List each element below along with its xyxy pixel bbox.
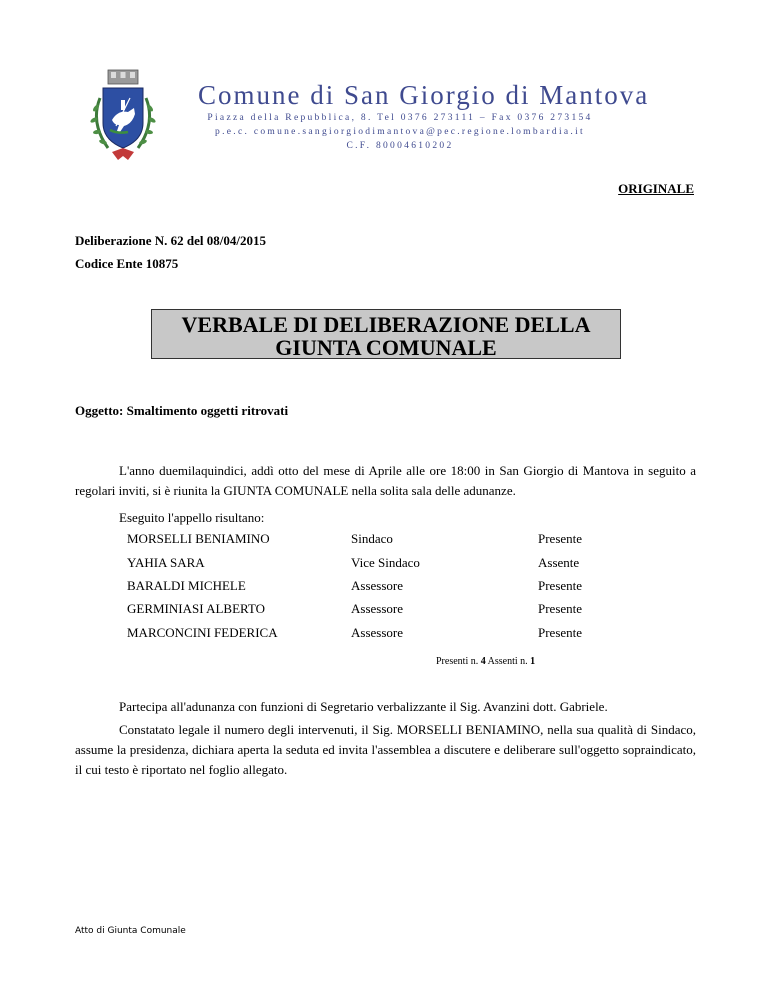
- attendee-role: Assessore: [351, 601, 403, 616]
- absent-label: Assenti n.: [487, 656, 528, 667]
- pec-line: p.e.c. comune.sangiorgiodimantova@pec.regione.lombardia.it: [215, 127, 585, 137]
- entity-code: Codice Ente 10875: [75, 256, 179, 271]
- attendee-name: BARALDI MICHELE: [127, 578, 246, 593]
- attendee-row: [127, 578, 627, 596]
- absent-count: 1: [530, 656, 536, 667]
- subject-label: Oggetto:: [75, 403, 124, 418]
- address-line: Piazza della Repubblica, 8. Tel 0376 273111 – Fax 0376 273154: [207, 113, 593, 123]
- document-title-line2: GIUNTA COMUNALE: [275, 335, 497, 360]
- attendee-row: [127, 555, 627, 573]
- secretary-paragraph: Partecipa all'adunanza con funzioni di Segretario verbalizzante il Sig. Avanzini dott. Gabriele.: [119, 699, 608, 714]
- municipality-title: Comune di San Giorgio di Mantova: [198, 80, 650, 110]
- attendee-status: Presente: [538, 601, 583, 616]
- attendee-role: Vice Sindaco: [351, 555, 420, 570]
- attendee-status: Presente: [538, 625, 583, 640]
- attendee-name: MARCONCINI FEDERICA: [127, 625, 278, 640]
- attendee-name: YAHIA SARA: [127, 555, 205, 570]
- document-title-line1: VERBALE DI DELIBERAZIONE DELLA: [181, 312, 591, 337]
- municipal-crest-icon: [88, 68, 158, 164]
- attendee-name: MORSELLI BENIAMINO: [127, 531, 270, 546]
- attendee-row: [127, 531, 627, 549]
- subject: [75, 403, 288, 419]
- attendance-summary: [436, 656, 535, 667]
- attendee-status: Assente: [538, 555, 580, 570]
- present-label: Presenti n.: [436, 656, 479, 667]
- footer-label: Atto di Giunta Comunale: [75, 926, 186, 936]
- attendee-row: [127, 625, 627, 643]
- attendee-name: GERMINIASI ALBERTO: [127, 601, 266, 616]
- roll-call-intro: Eseguito l'appello risultano:: [119, 510, 265, 525]
- present-count: 4: [480, 656, 486, 667]
- subject-text: Smaltimento oggetti ritrovati: [126, 403, 289, 418]
- fiscal-code-line: C.F. 80004610202: [346, 141, 454, 151]
- attendee-role: Sindaco: [351, 531, 393, 546]
- attendee-role: Assessore: [351, 578, 403, 593]
- deliberation-number: Deliberazione N. 62 del 08/04/2015: [75, 233, 267, 248]
- attendee-status: Presente: [538, 531, 583, 546]
- document-title-box: [151, 309, 621, 359]
- attendee-status: Presente: [538, 578, 583, 593]
- intro-paragraph: L'anno duemilaquindici, addì otto del mese di Aprile alle ore 18:00 in San Giorgio di Mantova in seguito a regolari inviti, si è riunita la GIUNTA COMUNALE nella solita sala delle adunanze.: [75, 463, 696, 498]
- attendee-role: Assessore: [351, 625, 403, 640]
- document-status: ORIGINALE: [618, 181, 694, 196]
- quorum-paragraph: Constatato legale il numero degli intervenuti, il Sig. MORSELLI BENIAMINO, nella sua qualità di Sindaco, assume la presidenza, dichiara aperta la seduta ed invita l'assemblea a discutere e deliberare sull'oggetto sopraindicato, il cui testo è riportato nel foglio allegato.: [75, 722, 696, 777]
- attendee-row: [127, 601, 627, 619]
